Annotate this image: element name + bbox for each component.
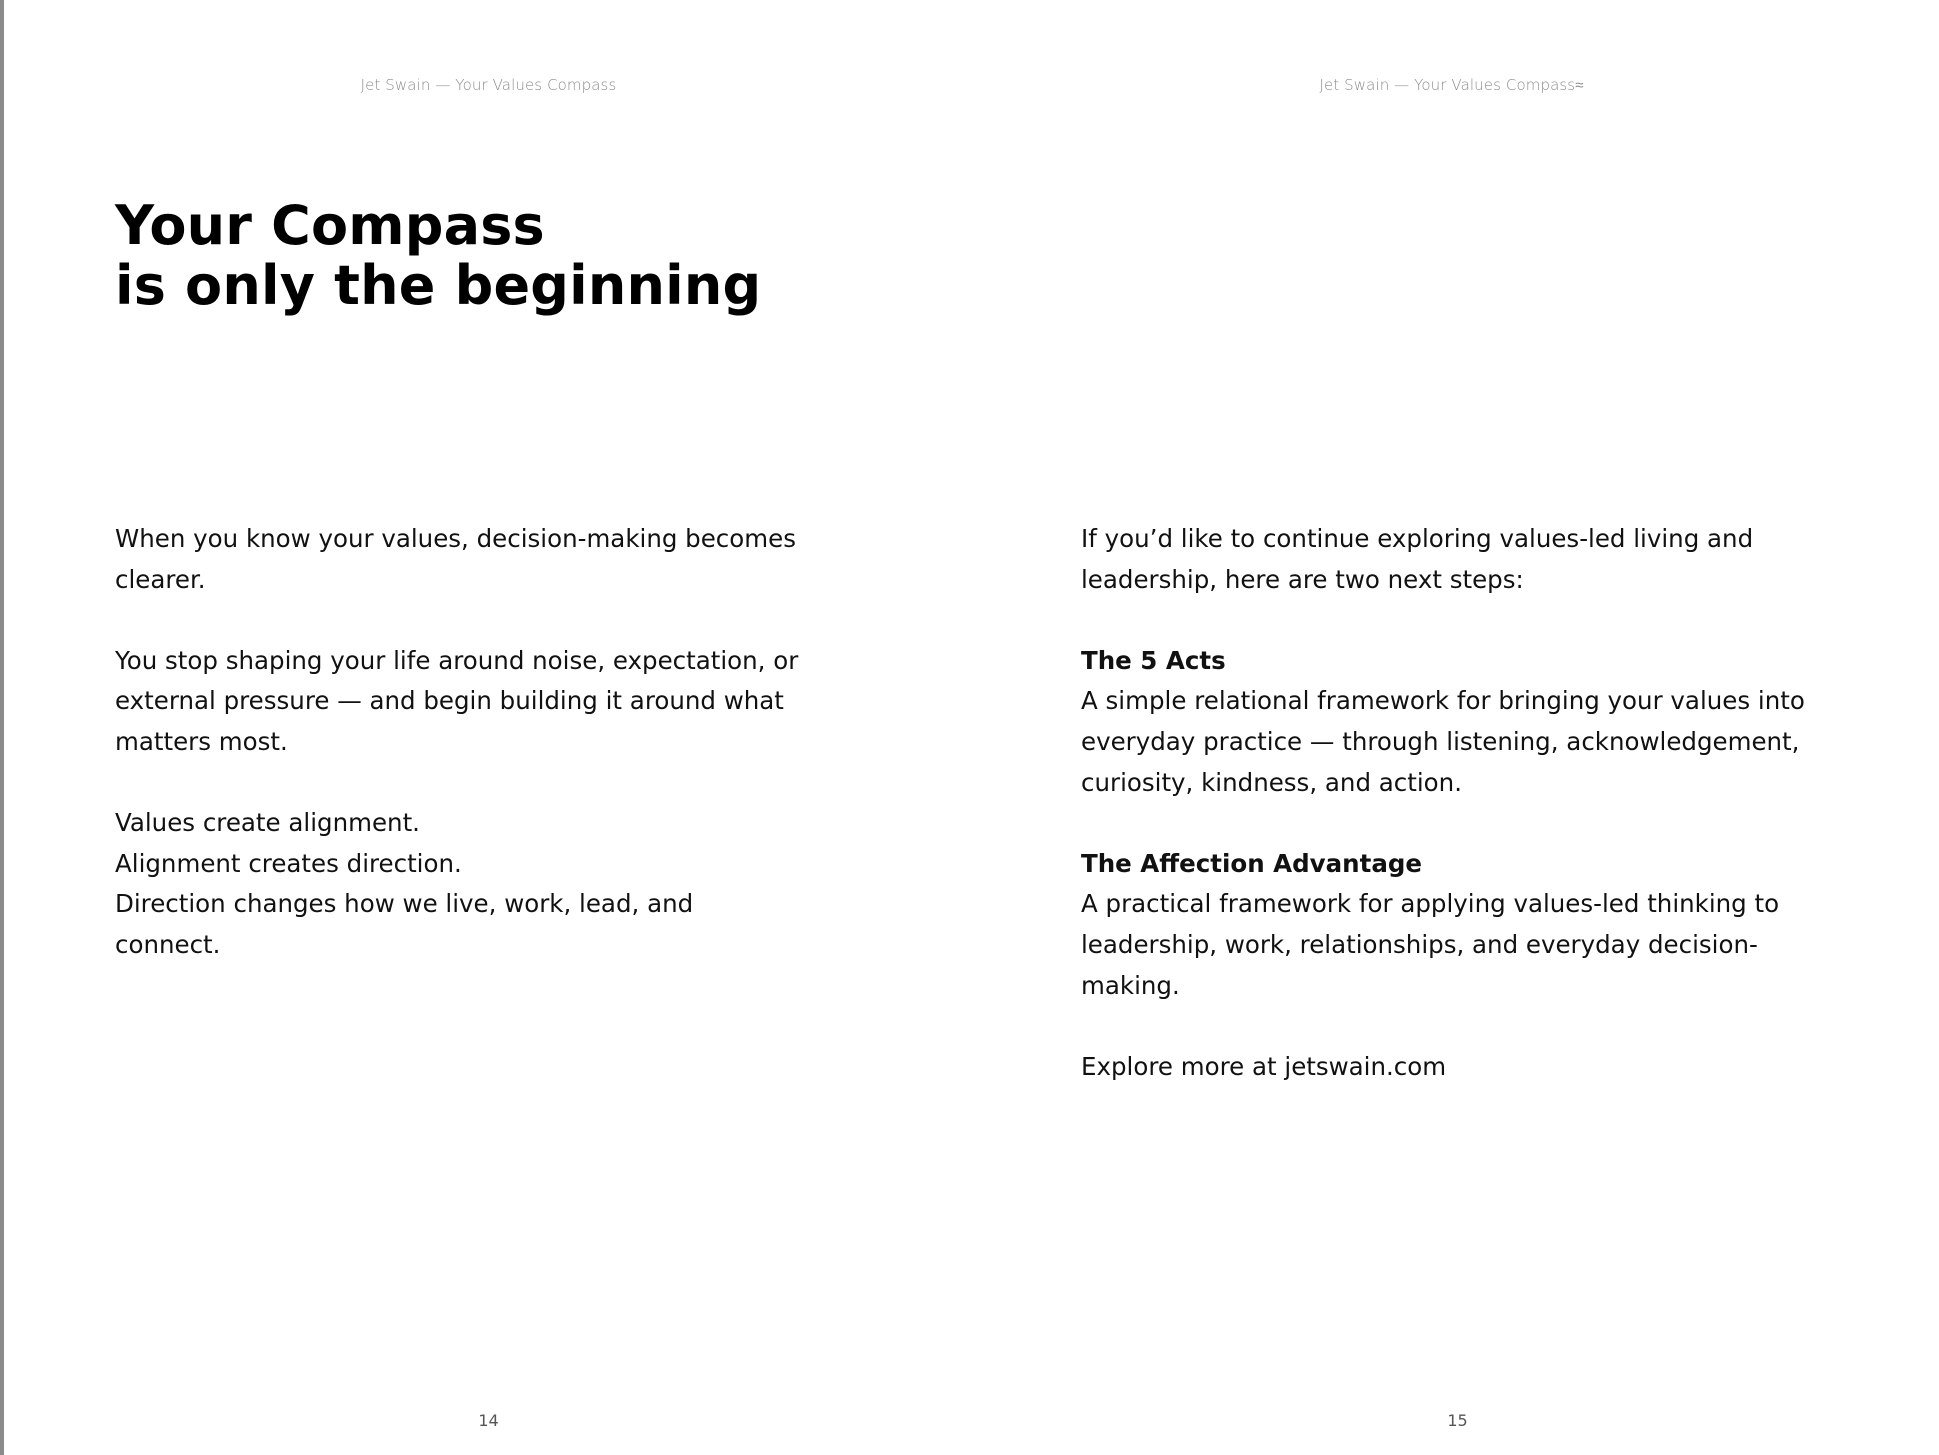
right-body-text xyxy=(1081,519,1811,1128)
line-values-create-alignment: Values create alignment. xyxy=(115,808,420,838)
text-the-5-acts: A simple relational framework for bringing your values into everyday practice — through listening, acknowledgement, curiosity, kindness, and action. xyxy=(1081,686,1805,797)
closing-link-text: Explore more at jetswain.com xyxy=(1081,1051,1447,1081)
page-number: 15 xyxy=(1447,1411,1468,1430)
paragraph-values-alignment xyxy=(115,803,805,965)
paragraph-decision-making: When you know your values, decision-making becomes clearer. xyxy=(115,524,796,594)
section-the-5-acts xyxy=(1081,641,1811,803)
left-body-text xyxy=(115,519,805,1006)
section-affection-advantage xyxy=(1081,844,1811,1006)
heading-the-5-acts: The 5 Acts xyxy=(1081,645,1226,675)
page-number: 14 xyxy=(478,1411,499,1430)
text-affection-advantage: A practical framework for applying values-led thinking to leadership, work, relationships, and everyday decision-making. xyxy=(1081,889,1780,1000)
paragraph-next-steps-intro: If you’d like to continue exploring values-led living and leadership, here are two next steps: xyxy=(1081,524,1754,594)
title-line-2: is only the beginning xyxy=(115,254,762,317)
running-head: Jet Swain — Your Values Compass xyxy=(360,76,617,94)
heading-affection-advantage: The Affection Advantage xyxy=(1081,848,1423,878)
line-alignment-creates-direction: Alignment creates direction. xyxy=(115,848,462,878)
title-line-1: Your Compass xyxy=(115,194,545,257)
paragraph-stop-shaping: You stop shaping your life around noise, expectation, or external pressure — and begin building it around what matters most. xyxy=(115,645,799,756)
page-title xyxy=(115,196,761,316)
line-direction-changes: Direction changes how we live, work, lead, and connect. xyxy=(115,889,694,959)
running-head: Jet Swain — Your Values Compass≈ xyxy=(1319,76,1584,94)
